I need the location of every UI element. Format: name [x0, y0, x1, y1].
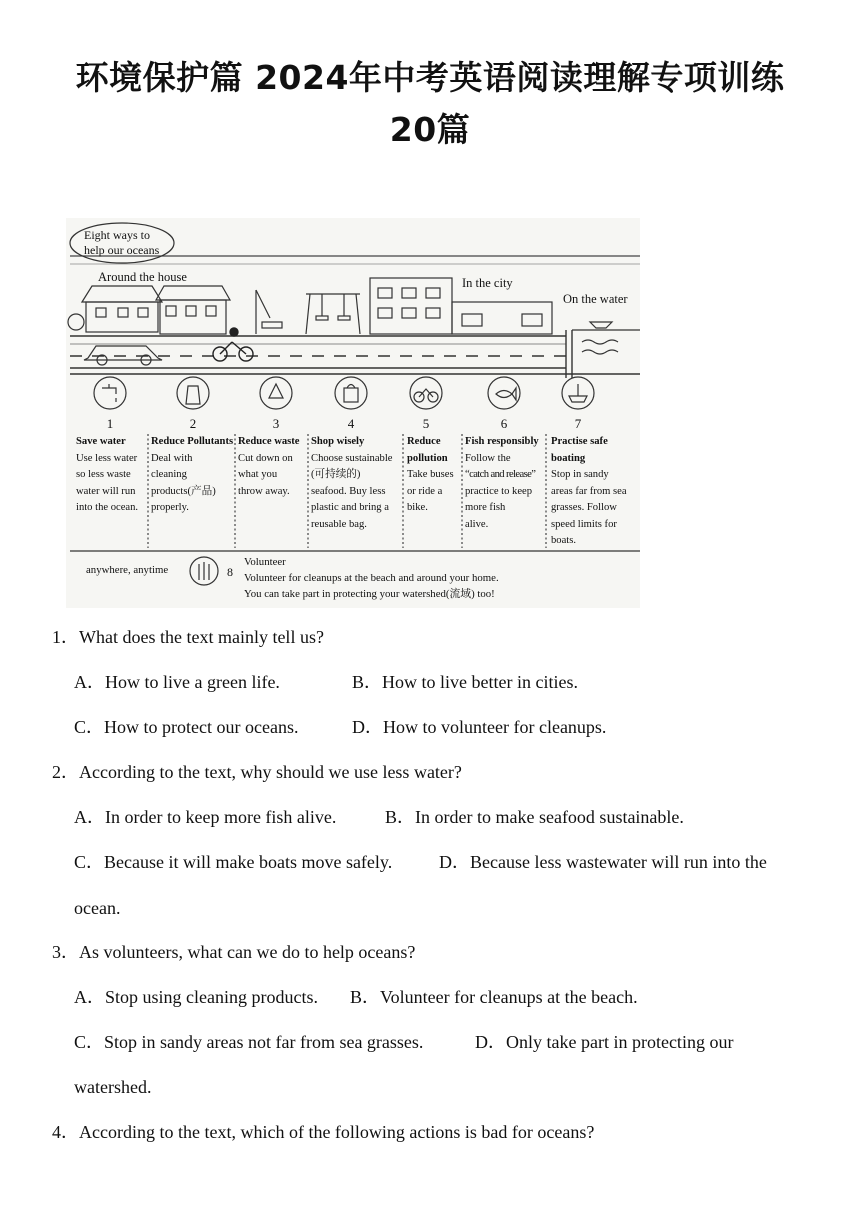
step-number: 8 — [227, 565, 233, 579]
houses-illustration — [68, 286, 230, 334]
recycle-icon — [260, 377, 292, 409]
question-2-option-a: A．In order to keep more fish alive. — [74, 807, 337, 827]
title-line-2: 20篇 — [389, 110, 471, 149]
step-text: speed limits for — [551, 518, 617, 530]
step-text: reusable bag. — [311, 518, 367, 530]
step-heading: Practise safe — [551, 436, 608, 447]
step-number: 2 — [189, 416, 197, 431]
question-3-option-d-cont: watershed. — [74, 1077, 152, 1097]
step-text: Follow the — [465, 452, 511, 464]
step-heading: pollution — [407, 452, 448, 464]
step-heading: boating — [551, 452, 586, 464]
bicycle-icon — [410, 377, 442, 409]
faucet-icon — [94, 377, 126, 409]
step-heading: Reduce — [407, 436, 441, 447]
step-text: what you — [238, 469, 278, 480]
step-column-save-water — [76, 434, 148, 517]
oval-line-2: help our oceans — [84, 243, 160, 257]
step-text: “catch and release” — [465, 469, 536, 480]
step-text: seafood. Buy less — [311, 485, 386, 497]
ocean-infographic — [66, 218, 640, 608]
step-text: properly. — [151, 502, 189, 513]
step-text: cleaning — [151, 469, 187, 480]
question-4-stem: 4．According to the text, which of the following actions is bad for oceans? — [52, 1122, 595, 1142]
step-text: so less waste — [76, 469, 131, 480]
question-3-stem: 3．As volunteers, what can we do to help oceans? — [52, 942, 416, 962]
step-number: 1 — [106, 416, 114, 431]
step-heading: Reduce Pollutants — [151, 436, 234, 447]
question-2-option-d-cont: ocean. — [74, 898, 121, 918]
step-column-reduce-waste — [238, 434, 308, 500]
question-3-option-b: B．Volunteer for cleanups at the beach. — [350, 987, 638, 1007]
step-text: alive. — [465, 518, 489, 530]
step-text: products(产品) — [151, 485, 216, 497]
area-city-label: In the city — [462, 276, 513, 290]
volunteer-line-2: You can take part in protecting your watershed(流域) too! — [244, 588, 495, 600]
step-text: more fish — [465, 502, 506, 513]
volunteer-line-1: Volunteer for cleanups at the beach and around your home. — [244, 572, 499, 584]
playground-illustration — [256, 290, 360, 334]
step-text: into the ocean. — [76, 502, 139, 513]
step-text: boats. — [551, 535, 577, 546]
shopping-bag-icon — [335, 377, 367, 409]
step-text: water will run — [76, 485, 136, 497]
step-text: bike. — [407, 502, 428, 513]
step-column-reduce-pollutants — [151, 434, 235, 517]
step-text: Choose sustainable — [311, 452, 393, 464]
step-heading: Fish responsibly — [465, 436, 539, 447]
question-2-stem: 2．According to the text, why should we use less water? — [52, 762, 462, 782]
area-water-label: On the water — [563, 292, 628, 306]
city-buildings — [370, 278, 552, 334]
question-2-option-c: C．Because it will make boats move safely. — [74, 852, 393, 872]
volunteer-text — [244, 554, 499, 602]
step-heading: Shop wisely — [311, 436, 365, 447]
step-column-safe-boating — [551, 434, 639, 550]
step-text: areas far from sea — [551, 485, 627, 497]
step-text: Deal with — [151, 452, 193, 464]
step-text: Stop in sandy — [551, 469, 609, 480]
step-text: (可持续的) — [311, 469, 361, 480]
step-text: or ride a — [407, 485, 443, 497]
area-house-label: Around the house — [98, 270, 187, 284]
step-number: 4 — [347, 416, 355, 431]
question-3-option-a: A．Stop using cleaning products. — [74, 987, 318, 1007]
step-heading: Save water — [76, 436, 126, 447]
question-1-option-d: D．How to volunteer for cleanups. — [352, 717, 607, 737]
step-number: 6 — [500, 416, 508, 431]
title-line-1: 环境保护篇 2024年中考英语阅读理解专项训练 — [75, 58, 785, 97]
question-1-option-b: B．How to live better in cities. — [352, 672, 578, 692]
step-heading: Reduce waste — [238, 436, 300, 447]
question-1-option-c: C．How to protect our oceans. — [74, 717, 299, 737]
step-text: Take buses — [407, 469, 454, 480]
question-2-option-b: B．In order to make seafood sustainable. — [385, 807, 684, 827]
oval-line-1: Eight ways to — [84, 228, 150, 242]
step-text: throw away. — [238, 485, 290, 497]
step-text: plastic and bring a — [311, 502, 389, 513]
question-2-option-d: D．Because less wastewater will run into the — [439, 852, 767, 872]
step-number: 5 — [422, 416, 430, 431]
figure-oval-caption — [80, 228, 174, 258]
fish-hook-icon — [488, 377, 520, 409]
step-text: practice to keep — [465, 485, 533, 497]
step-column-fish-responsibly — [465, 434, 547, 533]
question-3-option-d: D．Only take part in protecting our — [475, 1032, 734, 1052]
question-1-stem: 1．What does the text mainly tell us? — [52, 627, 324, 647]
question-1-option-a: A．How to live a green life. — [74, 672, 280, 692]
question-3-option-c: C．Stop in sandy areas not far from sea grasses. — [74, 1032, 424, 1052]
page-title — [0, 52, 860, 156]
volunteer-heading: Volunteer — [244, 556, 286, 568]
step-number: 3 — [272, 416, 280, 431]
water-waves — [572, 322, 640, 354]
step-column-shop-wisely — [311, 434, 403, 533]
anywhere-label: anywhere, anytime — [86, 564, 169, 576]
step-text: grasses. Follow — [551, 502, 617, 513]
step-text: Cut down on — [238, 452, 293, 464]
step-text: Use less water — [76, 452, 138, 464]
step-number: 7 — [574, 416, 582, 431]
step-column-reduce-pollution — [407, 434, 462, 517]
